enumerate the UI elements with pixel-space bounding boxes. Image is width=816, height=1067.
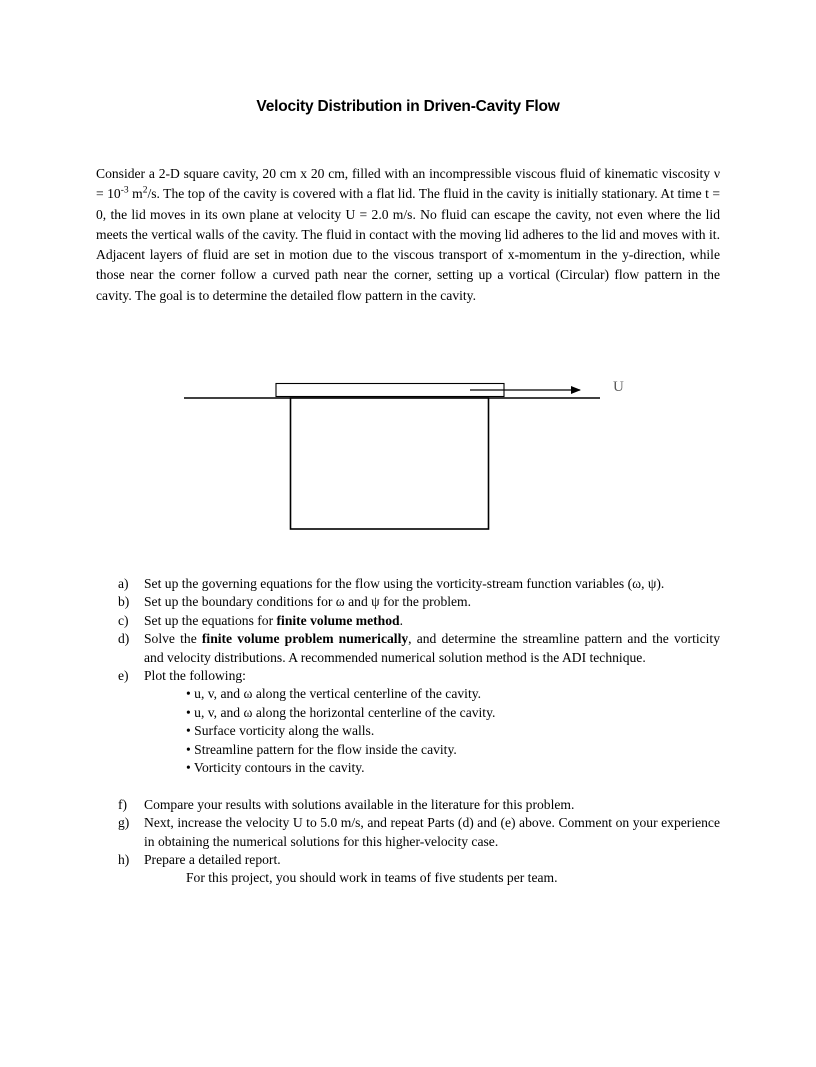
velocity-label: U: [613, 379, 624, 395]
list-item: [118, 851, 720, 869]
item-label: c): [118, 612, 129, 628]
intro-text-2: m: [128, 186, 143, 202]
bullet-item: • Streamline pattern for the flow inside the cavity.: [186, 741, 457, 757]
bullet-item: • Vorticity contours in the cavity.: [186, 760, 365, 776]
unit-exponent: 2: [142, 185, 148, 196]
list-item: [118, 667, 720, 685]
intro-text-3: /s. The top of the cavity is covered with a flat lid. The fluid in the cavity is initially stationary. At time t = 0, the lid moves in its own plane at velocity U = 2.0 m/s. No fluid can escape the cavity, not even where the lid meets the vertical walls of the cavity. The fluid in contact with the moving lid adheres to the lid and moves with it. Adjacent layers of fluid are set in motion due to the viscous transport of x-momentum in the y-direction, while those near the corner follow a curved path near the corner, setting up a vortical (Circular) flow pattern in the cavity. The goal is to determine the detailed flow pattern in the cavity.: [96, 186, 720, 303]
cavity-walls: [291, 398, 489, 529]
item-label: g): [118, 815, 130, 831]
list-item: [118, 814, 720, 851]
item-text: Plot the following:: [144, 668, 246, 684]
bullet-item: • u, v, and ω along the horizontal centerline of the cavity.: [186, 704, 496, 720]
cavity-diagram: [0, 370, 816, 540]
item-text: [144, 612, 720, 630]
bullet-item: • u, v, and ω along the vertical centerline of the cavity.: [186, 686, 482, 702]
intro-text-1: Consider a 2-D square cavity, 20 cm x 20 cm, filled with an incompressible viscous fluid of kinematic viscosity ν = 10: [96, 166, 720, 202]
moving-lid: [276, 384, 504, 397]
plot-list: [186, 685, 720, 777]
list-item: [118, 630, 720, 667]
item-label: d): [118, 631, 130, 647]
spacer: [118, 777, 720, 795]
item-text: Prepare a detailed report.: [144, 852, 281, 868]
item-emphasis: finite volume problem numerically: [201, 631, 409, 647]
viscosity-exponent: -3: [120, 185, 129, 196]
item-text: Set up the governing equations for the flow using the vorticity-stream function variables (ω, ψ).: [144, 576, 665, 591]
item-label: f): [118, 796, 128, 812]
item-label: a): [118, 576, 129, 591]
list-item: [118, 575, 720, 593]
item-text: Set up the boundary conditions for ω and ψ for the problem.: [144, 594, 472, 610]
item-label: h): [118, 852, 130, 868]
item-text-part: Solve the: [144, 631, 202, 647]
item-text-part: Set up the equations for: [144, 612, 277, 628]
item-text-part: , and determine the streamline pattern and the vorticity and velocity distributions. A recommended numerical solution method is the ADI technique.: [144, 631, 721, 665]
item-label: b): [118, 594, 130, 610]
item-text-part: .: [399, 612, 404, 628]
item-text: Compare your results with solutions available in the literature for this problem.: [144, 796, 575, 812]
list-item: [118, 612, 720, 630]
item-label: e): [118, 668, 129, 684]
list-item: [118, 593, 720, 611]
task-list: [118, 575, 720, 888]
list-item: [118, 796, 720, 814]
item-text: [144, 630, 720, 667]
problem-statement: [96, 164, 720, 306]
item-text: Next, increase the velocity U to 5.0 m/s, and repeat Parts (d) and (e) above. Comment on your experience in obtaining the numerical solutions for this higher-velocity case.: [144, 815, 720, 849]
bullet-item: • Surface vorticity along the walls.: [186, 723, 375, 739]
team-note: For this project, you should work in teams of five students per team.: [186, 870, 558, 886]
page-title: Velocity Distribution in Driven-Cavity Flow: [256, 98, 560, 115]
item-emphasis: finite volume method: [276, 612, 400, 628]
